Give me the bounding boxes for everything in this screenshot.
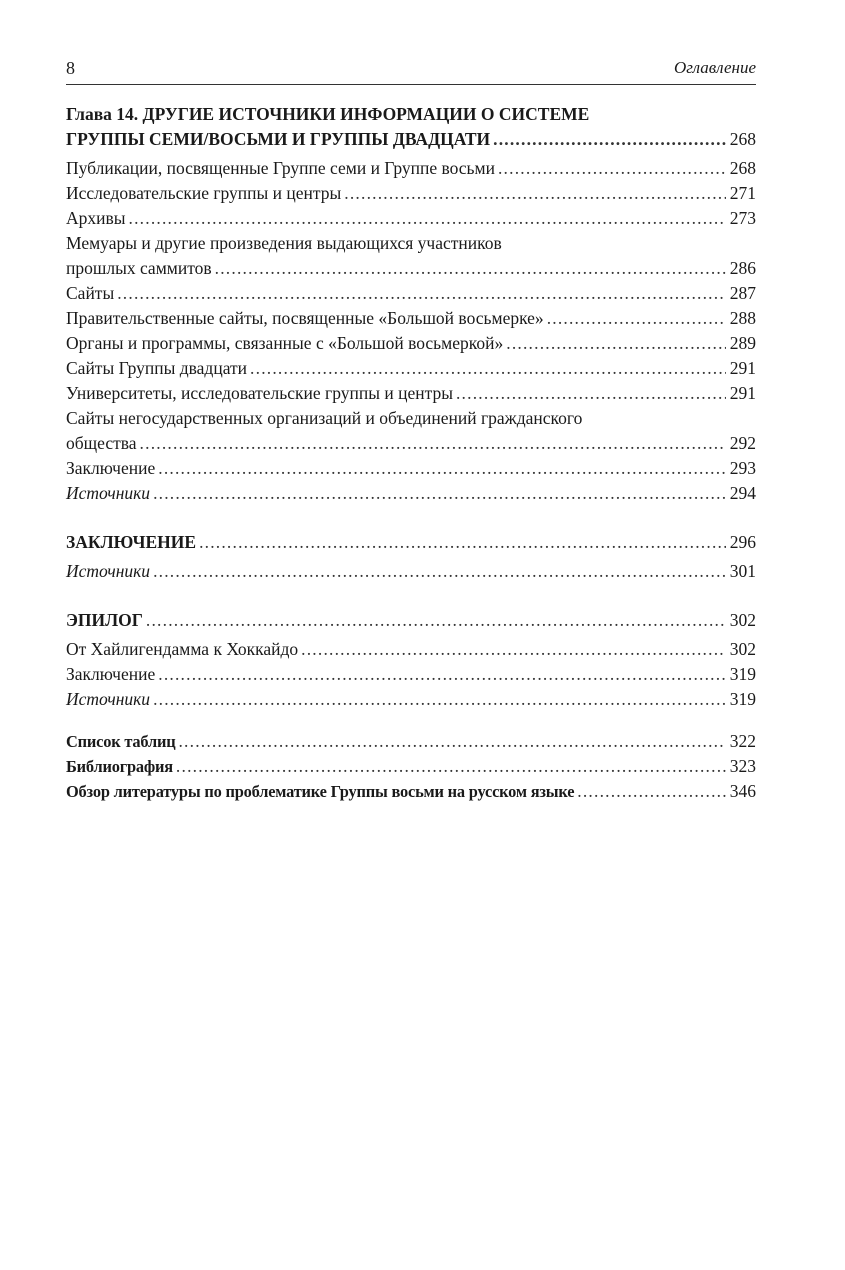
toc-entry[interactable]	[66, 156, 756, 181]
toc-entry-title-line1[interactable]: Мемуары и другие произведения выдающихся участников	[66, 233, 502, 253]
toc-entry-title: Публикации, посвященные Группе семи и Группе восьми	[66, 158, 495, 178]
dot-leader	[146, 608, 726, 633]
toc-entry-title-line1[interactable]: Сайты негосударственных организаций и объединений гражданского	[66, 408, 583, 428]
toc-entry[interactable]	[66, 181, 756, 206]
toc-entry-title: Заключение	[66, 458, 156, 478]
dot-leader	[344, 181, 725, 206]
toc-entry-title: Сайты Группы двадцати	[66, 358, 248, 378]
toc-entry[interactable]	[66, 456, 756, 481]
running-title: Оглавление	[673, 58, 756, 77]
page-ref: 288	[729, 308, 756, 328]
page-ref: 323	[729, 756, 756, 776]
dot-leader	[493, 127, 726, 152]
dot-leader	[498, 156, 726, 181]
dot-leader	[153, 687, 726, 712]
toc-entry[interactable]	[66, 356, 756, 381]
dot-leader	[199, 530, 726, 555]
running-header	[66, 56, 756, 85]
toc-entry-title: Университеты, исследовательские группы и центры	[66, 383, 453, 403]
toc-entry-title: Исследовательские группы и центры	[66, 183, 342, 203]
page-ref: 294	[729, 483, 756, 503]
dot-leader	[250, 356, 726, 381]
page-ref: 319	[729, 689, 756, 709]
dot-leader	[506, 331, 726, 356]
page-ref: 291	[729, 383, 756, 403]
table-of-contents	[66, 102, 756, 804]
dot-leader	[158, 456, 726, 481]
toc-entry[interactable]	[66, 256, 756, 281]
page-ref: 271	[729, 183, 756, 203]
page-ref: 302	[729, 610, 756, 630]
dot-leader	[215, 256, 726, 281]
back-matter-entry[interactable]	[66, 754, 756, 779]
page-ref: 273	[729, 208, 756, 228]
toc-entry[interactable]	[66, 206, 756, 231]
dot-leader	[117, 281, 726, 306]
page-ref: 302	[729, 639, 756, 659]
toc-entry-title: Правительственные сайты, посвященные «Большой восьмерке»	[66, 308, 544, 328]
toc-entry-title: Источники	[66, 483, 151, 503]
dot-leader	[577, 779, 725, 804]
dot-leader	[301, 637, 726, 662]
page-ref: 301	[729, 561, 756, 581]
chapter-14-entry[interactable]	[66, 127, 756, 152]
toc-entry-title: Источники	[66, 689, 151, 709]
toc-entry-title: Сайты	[66, 283, 115, 303]
page-ref: 346	[729, 781, 756, 801]
back-matter-entry[interactable]	[66, 779, 756, 804]
toc-entry-title: общества	[66, 433, 137, 453]
page-ref: 268	[729, 129, 756, 149]
dot-leader	[153, 481, 726, 506]
section-title: ЗАКЛЮЧЕНИЕ	[66, 532, 197, 552]
back-matter-entry[interactable]	[66, 729, 756, 754]
toc-entry-title: Источники	[66, 561, 151, 581]
toc-entry-title: Список таблиц	[66, 732, 176, 751]
dot-leader	[456, 381, 726, 406]
page-ref: 291	[729, 358, 756, 378]
page-ref: 293	[729, 458, 756, 478]
dot-leader	[153, 559, 726, 584]
dot-leader	[129, 206, 726, 231]
dot-leader	[176, 754, 726, 779]
page-number: 8	[66, 58, 75, 78]
epilogue-entry[interactable]	[66, 608, 756, 633]
page-ref: 268	[729, 158, 756, 178]
page-ref: 322	[729, 731, 756, 751]
toc-entry[interactable]	[66, 687, 756, 712]
toc-entry[interactable]	[66, 381, 756, 406]
conclusion-entry[interactable]	[66, 530, 756, 555]
page-ref: 292	[729, 433, 756, 453]
chapter-14-title-line2: ГРУППЫ СЕМИ/ВОСЬМИ И ГРУППЫ ДВАДЦАТИ	[66, 129, 491, 149]
page-ref: 289	[729, 333, 756, 353]
toc-entry-title: Архивы	[66, 208, 126, 228]
toc-entry[interactable]	[66, 481, 756, 506]
toc-entry[interactable]	[66, 306, 756, 331]
toc-entry[interactable]	[66, 637, 756, 662]
dot-leader	[140, 431, 726, 456]
toc-entry-title: Заключение	[66, 664, 156, 684]
dot-leader	[178, 729, 725, 754]
toc-entry[interactable]	[66, 331, 756, 356]
page-ref: 296	[729, 532, 756, 552]
dot-leader	[158, 662, 726, 687]
toc-entry[interactable]	[66, 559, 756, 584]
toc-entry[interactable]	[66, 662, 756, 687]
dot-leader	[547, 306, 726, 331]
page-ref: 287	[729, 283, 756, 303]
toc-entry[interactable]	[66, 281, 756, 306]
toc-entry-title: прошлых саммитов	[66, 258, 212, 278]
section-title: ЭПИЛОГ	[66, 610, 143, 630]
toc-entry[interactable]	[66, 431, 756, 456]
toc-entry-title: Библиография	[66, 757, 173, 776]
page-ref: 286	[729, 258, 756, 278]
chapter-14-title-line1[interactable]: Глава 14. ДРУГИЕ ИСТОЧНИКИ ИНФОРМАЦИИ О СИСТЕМЕ	[66, 104, 590, 124]
toc-entry-title: От Хайлигендамма к Хоккайдо	[66, 639, 299, 659]
toc-entry-title: Органы и программы, связанные с «Большой восьмеркой»	[66, 333, 504, 353]
toc-entry-title: Обзор литературы по проблематике Группы восьми на русском языке	[66, 782, 575, 801]
page-ref: 319	[729, 664, 756, 684]
